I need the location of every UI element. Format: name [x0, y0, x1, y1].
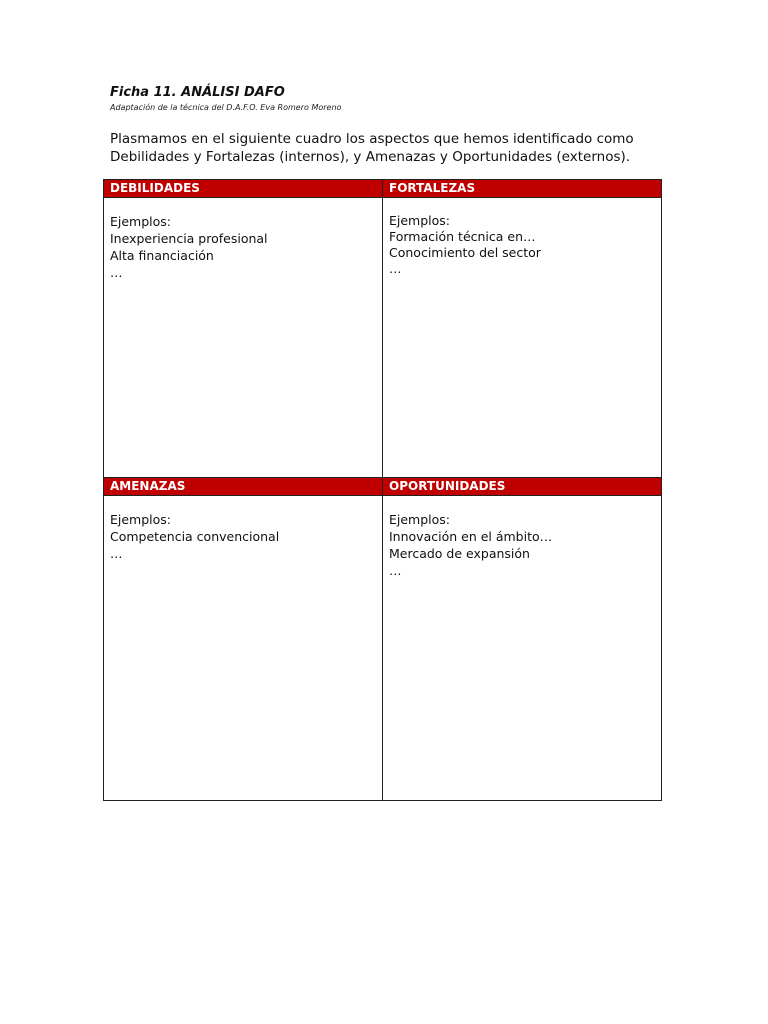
document-subtitle: Adaptación de la técnica del D.A.F.O. Eva Romero Moreno	[110, 103, 342, 112]
quadrant-heading: OPORTUNIDADES	[383, 478, 661, 496]
quadrant-line: Ejemplos:	[110, 512, 172, 527]
quadrant-line: Ejemplos:	[389, 213, 451, 228]
quadrant-line: …	[110, 265, 123, 280]
quadrant-line: Mercado de expansión	[389, 546, 530, 561]
quadrant-line: Formación técnica en…	[389, 229, 536, 244]
quadrant-amenazas	[104, 478, 383, 800]
quadrant-line: …	[110, 546, 123, 561]
quadrant-line: Conocimiento del sector	[389, 245, 541, 260]
intro-line: Plasmamos en el siguiente cuadro los aspectos que hemos identificado como	[110, 131, 634, 147]
quadrant-heading: FORTALEZAS	[383, 180, 661, 198]
quadrant-line: Alta financiación	[110, 248, 214, 263]
quadrant-body	[383, 496, 661, 579]
intro-line: Debilidades y Fortalezas (internos), y Amenazas y Oportunidades (externos).	[110, 149, 631, 165]
quadrant-fortalezas	[383, 180, 661, 478]
quadrant-line: Ejemplos:	[389, 512, 451, 527]
quadrant-line: Ejemplos:	[110, 214, 172, 229]
quadrant-oportunidades	[383, 478, 661, 800]
quadrant-heading: DEBILIDADES	[104, 180, 382, 198]
dafo-grid	[103, 179, 662, 801]
quadrant-line: Inexperiencia profesional	[110, 231, 268, 246]
quadrant-body	[104, 496, 382, 562]
quadrant-line: Competencia convencional	[110, 529, 280, 544]
quadrant-line: …	[389, 563, 402, 578]
quadrant-body	[383, 198, 661, 277]
document-title: Ficha 11. ANÁLISI DAFO	[110, 85, 285, 100]
quadrant-line: Innovación en el ámbito…	[389, 529, 553, 544]
quadrant-debilidades	[104, 180, 383, 478]
quadrant-line: …	[389, 261, 402, 276]
intro-paragraph	[110, 130, 670, 166]
quadrant-body	[104, 198, 382, 281]
quadrant-heading: AMENAZAS	[104, 478, 382, 496]
